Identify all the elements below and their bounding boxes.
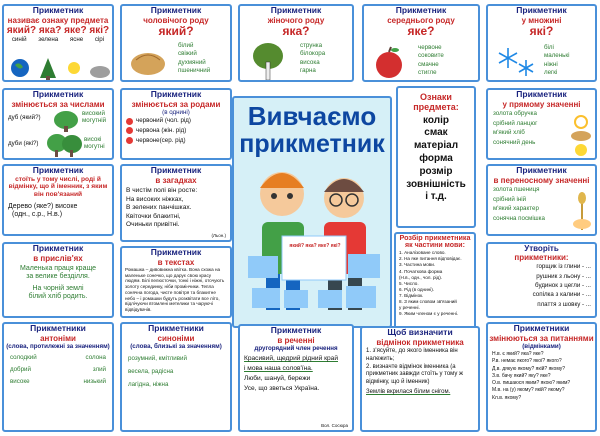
illustration-icon <box>8 56 112 80</box>
word: сірі <box>94 36 105 44</box>
birch-tree-icon <box>250 42 286 80</box>
antonym-word: злий <box>92 365 106 373</box>
card-title: Прикметник <box>150 5 202 15</box>
card-title: Ознаки предмета: <box>413 92 459 113</box>
case-row: Д.в. дякую якому? якій? якому? <box>492 365 566 372</box>
card-subtitle-note: (відмінками) <box>522 342 561 350</box>
oak-trees-icon <box>46 132 82 158</box>
poster-small-question: який? яка? яке? які? <box>289 243 341 249</box>
word: смачне <box>418 60 439 68</box>
card-subtitle: в реченні <box>277 335 315 345</box>
poster-title-line1: Вивчаємо <box>247 101 377 131</box>
card-title: Прикметник <box>32 165 84 175</box>
feature-item: і т.д. <box>425 191 447 203</box>
example: високий могутній <box>82 110 107 125</box>
card-title: Прикметники <box>148 323 204 333</box>
card-proverbs <box>2 242 114 318</box>
exercise-item: сопілка з калини - ... <box>532 291 591 299</box>
antonym-word: солодкий <box>10 354 37 362</box>
word: легкі <box>544 69 558 77</box>
word: соковите <box>418 52 444 60</box>
parse-step: 2. На яке питання відповідає. <box>399 256 462 262</box>
word: ніжні <box>544 60 558 68</box>
parse-step: 8. З яким словом зв'язаний <box>399 298 457 304</box>
card-subtitle: середнього роду <box>387 15 455 25</box>
card-question: яка? <box>282 23 310 38</box>
example: сонячна посмішка <box>493 214 545 222</box>
card-subtitle: в загадках <box>155 175 197 185</box>
example: сонячний день <box>493 138 536 146</box>
example: червоне(сер. рід) <box>136 136 186 144</box>
card-title: Прикметник <box>270 325 322 335</box>
word: червоне <box>418 44 442 51</box>
word: синій <box>11 36 27 44</box>
feature-item: матеріал <box>413 140 459 152</box>
riddle-line: В чистім полі він росте: <box>126 186 198 194</box>
proverb-line: білий хліб родить. <box>28 293 88 301</box>
card-title: Прикметник <box>32 243 84 253</box>
card-masculine <box>120 4 232 82</box>
card-subtitle-note: другорядний член речення <box>254 344 338 352</box>
card-number-change <box>2 88 114 160</box>
card-title: Прикметник <box>516 89 567 99</box>
antonym-word: низький <box>83 377 106 385</box>
card-subtitle: антоніми <box>40 333 76 343</box>
parse-step: 7. Відмінок. <box>399 292 424 298</box>
feature-item: колір <box>423 114 449 126</box>
feature-item: розмір <box>419 165 453 177</box>
card-subtitle: прикметники: <box>514 253 569 263</box>
card-title: Прикметник <box>516 5 567 15</box>
proverb-line: Маленька праця краще <box>19 264 97 272</box>
card-question: який? яка? яке? які? <box>6 24 110 36</box>
card-case-questions <box>486 322 597 432</box>
card-adjective-describes <box>2 4 114 82</box>
card-subtitle-note: (слова, протилежні за значенням) <box>6 342 110 350</box>
card-title: Прикметники <box>30 323 86 333</box>
poem-line: і мова наша солов'їна. <box>244 364 313 372</box>
card-riddles <box>120 164 232 242</box>
card-subtitle: в переносному значенні <box>493 175 590 185</box>
oak-tree-icon <box>52 110 80 132</box>
word: духмяний <box>178 58 206 66</box>
riddle-line: В зелених панчішках. <box>126 204 192 212</box>
word: струнка <box>300 42 323 49</box>
card-subtitle: у прямому значенні <box>502 99 581 109</box>
word: висока <box>300 58 320 66</box>
poem-line: Усе, що зветься Україна. <box>244 384 320 392</box>
word: пшеничний <box>178 67 211 75</box>
card-title: Розбір прикметника <box>399 233 471 242</box>
card-subtitle: в прислів'ях <box>33 253 83 263</box>
exercise-item: будинок з цегли - ... <box>535 281 591 289</box>
wheat-icon <box>568 190 596 234</box>
synonym-pair: лагідна, ніжна <box>128 381 169 389</box>
synonym-pair: весела, радісна <box>128 368 174 376</box>
card-agreement <box>2 164 114 236</box>
card-subtitle-note: (слова, близькі за значенням) <box>130 342 222 350</box>
snowflake-icon <box>494 42 538 80</box>
card-title: Прикметник <box>150 89 202 99</box>
word: ясне <box>69 36 84 44</box>
word: білокора <box>300 50 326 58</box>
instruction-step: 2. визначте відмінок іменника (а прикметник завжди стоїть у тому ж відмінку, що й іменник) <box>366 363 464 386</box>
card-question: яке? <box>407 23 435 38</box>
synonym-pair: розумний, кмітливий <box>128 355 187 363</box>
card-subtitle: у множині <box>521 15 562 25</box>
parse-step: 1. Аналізоване слово. <box>399 250 446 256</box>
word: зелена <box>38 36 59 44</box>
poem-author: Вол. Сосюра <box>321 422 348 428</box>
example: Дерево (яке?) високе <box>8 202 78 210</box>
riddle-line: На високих ніжках, <box>126 195 184 203</box>
card-title: Щоб визначити <box>387 327 453 337</box>
example: високі могутні <box>84 136 105 151</box>
word: білий <box>178 42 194 49</box>
word: маленькі <box>544 52 570 60</box>
card-figurative-meaning <box>486 164 597 236</box>
card-sentence <box>238 324 354 432</box>
poster-title-line2: прикметник <box>239 129 385 158</box>
card-title: Прикметник <box>395 5 447 15</box>
card-feminine <box>238 4 354 82</box>
case-row: З.в. бачу який? яку? яке? <box>492 372 551 379</box>
card-subtitle: чоловічого роду <box>143 15 209 25</box>
card-subtitle: змінюються за питаннями <box>489 333 594 343</box>
example-note: (одн., с.р., Н.в.) <box>12 210 63 218</box>
example: дуб (який?) <box>8 114 41 121</box>
card-title: Прикметники <box>513 323 570 333</box>
card-question: який? <box>158 23 194 38</box>
parse-step: 6. Рід (в однині). <box>399 286 434 292</box>
feature-item: зовнішність <box>406 178 466 190</box>
example: червоний (чол. рід) <box>136 117 191 125</box>
bread-icon <box>128 42 168 78</box>
card-form-adjectives <box>486 242 597 318</box>
example: срібний ланцюг <box>493 119 538 127</box>
card-title: Прикметник <box>150 165 202 175</box>
case-row: Р.в. немає якого? якої? якого? <box>492 358 562 365</box>
riddle-answer: (Льон.) <box>211 232 226 238</box>
card-object-features <box>396 86 476 228</box>
example: срібний іній <box>493 195 527 203</box>
antonym-word: солона <box>85 354 106 362</box>
word: білі <box>544 44 554 51</box>
parse-step: 9. Яким членом є у реченні. <box>399 310 459 316</box>
card-subtitle: змінюється за родами <box>131 99 221 109</box>
parse-step: (Н.в., одн., чол. рід). <box>399 274 443 280</box>
feature-item: форма <box>419 153 453 165</box>
parse-step: у реченні. <box>399 304 420 310</box>
poem-line: Люби, шануй, бережи <box>244 374 311 382</box>
riddle-line: Квіточки блакитні, <box>126 212 181 220</box>
example: золота обручка <box>493 109 537 117</box>
card-plural <box>486 4 597 82</box>
antonym-word: високе <box>10 377 30 385</box>
card-subtitle: жіночого роду <box>267 15 325 25</box>
feature-item: смак <box>424 127 448 139</box>
card-title: Прикметник <box>32 89 84 99</box>
exercise-item: рушник з льону - ... <box>536 272 591 280</box>
card-subtitle: називає ознаку предмета <box>7 15 109 25</box>
card-subtitle-note: (в однині) <box>162 108 190 116</box>
card-subtitle: стоїть у тому числі, роді й відмінку, що й іменник, з яким він пов'язаний <box>8 175 108 198</box>
case-row: М.в. на (у) якому? якій? якому? <box>492 387 565 394</box>
card-texts <box>120 246 232 318</box>
card-subtitle: синоніми <box>157 333 195 343</box>
parse-step: 5. Число. <box>399 280 419 286</box>
example: дуби (які?) <box>8 140 39 147</box>
text-passage: Ромашка – дивовижна квітка. Вона схожа на маленьке сонечко, що дарує свою красу людям. Білі пелюсточки, тонкі і ніжні, оточують золоту серединку, ніби промінчики. Тепла сонячна погода, чисте повітря та блакитне небо – і ромашки будуть розквітати все літо, відлічуючи втомлені метелики та чаруючі відвідувачів. <box>125 266 225 313</box>
center-poster <box>232 96 392 328</box>
poem-line: Красивий, щедрий рідний край <box>244 355 338 363</box>
word: свіжий <box>178 50 197 58</box>
card-literal-meaning <box>486 88 597 160</box>
case-row: Н.в. є який? яка? яке? <box>492 351 544 358</box>
card-subtitle: відмінок прикметника <box>376 337 464 347</box>
case-row: Кл.в. якому? <box>492 394 522 401</box>
example: червона (жін. рід) <box>136 127 187 134</box>
example: м'який хліб <box>493 129 525 137</box>
example: золота пшениця <box>493 185 540 193</box>
card-determine-case <box>360 326 480 432</box>
instruction-step: 1. з'ясуйте, до якого іменника він належить; <box>366 347 458 362</box>
card-subtitle: як частини мови: <box>405 242 465 250</box>
card-title: Прикметник <box>32 5 84 15</box>
card-gender-change <box>120 88 232 160</box>
exercise-item: горщик із глини - ... <box>536 263 591 271</box>
word: стигле <box>418 69 437 77</box>
card-neuter <box>362 4 480 82</box>
proverb-line: На чорній землі <box>32 284 84 292</box>
card-title: Утворіть <box>524 244 559 253</box>
apple-icon <box>372 46 406 80</box>
word: гарна <box>300 67 316 75</box>
example: м'який характер <box>493 205 539 213</box>
card-subtitle: змінюється за числами <box>11 99 105 109</box>
case-row: О.в. пишаюся яким? якою? яким? <box>492 380 571 387</box>
card-synonyms <box>120 322 232 432</box>
card-subtitle: в текстах <box>157 257 195 267</box>
sun-icon <box>566 112 596 158</box>
card-question: які? <box>529 23 554 38</box>
riddle-line: Очиньки привітні. <box>126 221 180 229</box>
card-antonyms <box>2 322 114 432</box>
card-title: Прикметник <box>270 5 322 15</box>
example: Землів вкрилася білим снігом. <box>366 388 451 395</box>
card-title: Прикметник <box>150 247 202 257</box>
card-title: Прикметник <box>516 165 567 175</box>
parse-step: 4. Початкова форма <box>399 268 443 274</box>
parse-step: 3. Частина мови. <box>399 262 436 268</box>
exercise-item: плаття з шовку - ... <box>537 300 591 308</box>
proverb-line: за велике безділля. <box>26 273 90 281</box>
antonym-word: добрий <box>10 365 31 373</box>
